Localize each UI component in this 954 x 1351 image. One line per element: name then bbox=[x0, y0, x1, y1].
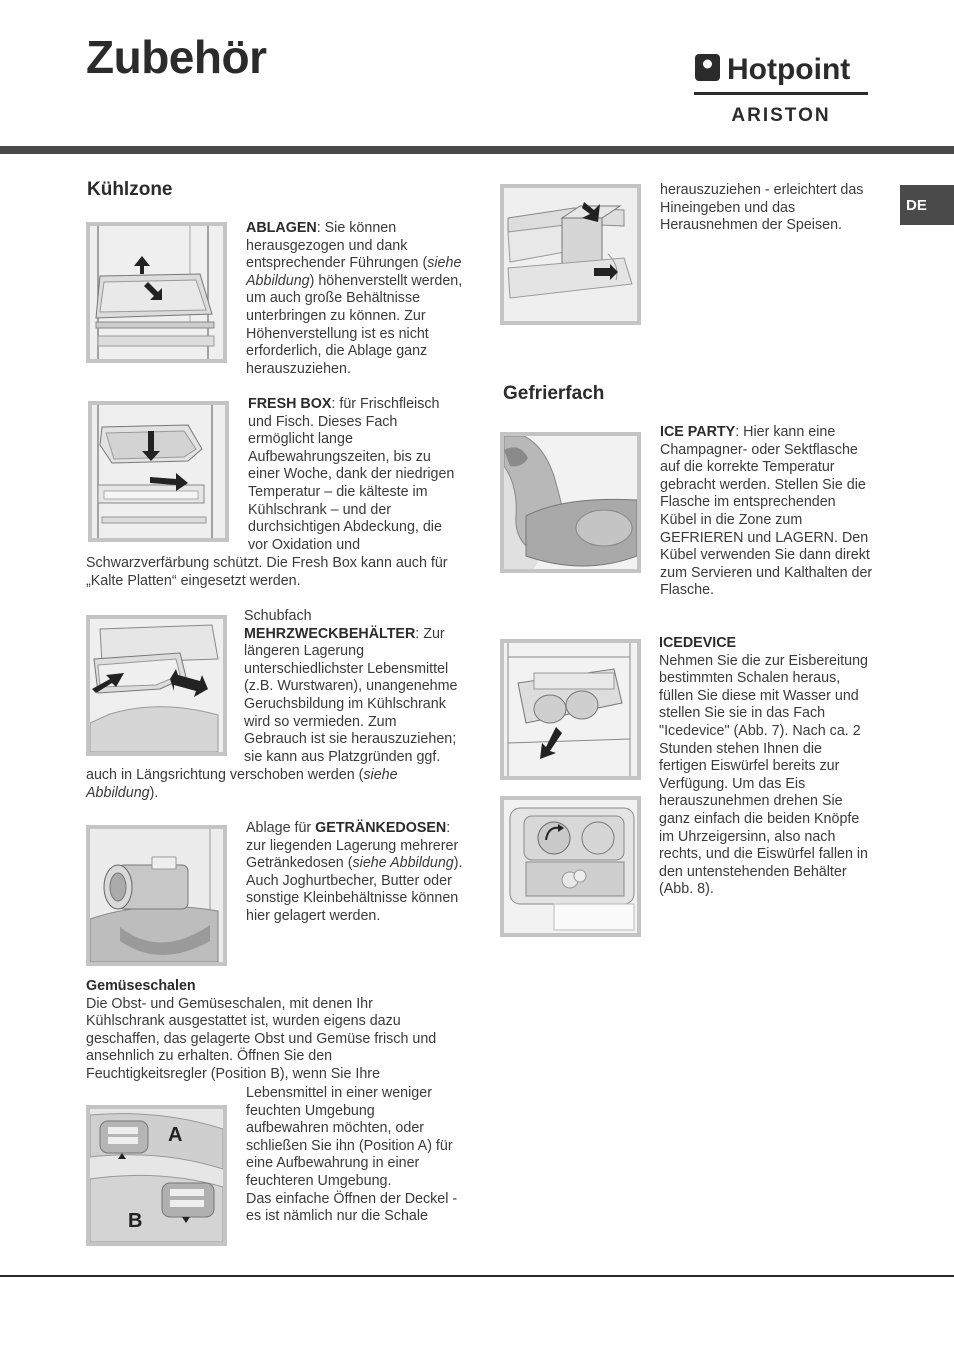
text-line: längeren Lagerung bbox=[244, 643, 365, 660]
text-line: unterschiedlichster Lebensmittel bbox=[244, 660, 449, 677]
text-line: Verfügung. Um das Eis bbox=[659, 775, 806, 792]
text-line: : Hier kann eine bbox=[735, 424, 836, 440]
text-line: vor Oxidation und bbox=[248, 536, 361, 553]
text-line: (Abb. 8). bbox=[659, 881, 714, 898]
text-italic: Abbildung bbox=[246, 272, 310, 289]
text-line: „Kalte Platten“ eingesetzt werden. bbox=[86, 572, 301, 589]
figure-multipurpose-drawer bbox=[86, 615, 227, 756]
text-mehrzweck bbox=[244, 608, 474, 766]
figure-icedevice-7 bbox=[500, 639, 641, 780]
text-line: : Sie können bbox=[316, 220, 397, 236]
text-line: den untenstehenden Behälter bbox=[659, 863, 847, 880]
text-line: Schwarzverfärbung schützt. Die Fresh Box kann auch für bbox=[86, 555, 448, 571]
text-line: eine Aufbewahrung in einer bbox=[246, 1155, 420, 1172]
text-line: feuchteren Umgebung. bbox=[246, 1172, 392, 1189]
text-line: (z.B. Wurstwaren), unangenehme bbox=[244, 678, 458, 695]
text-line: ansehnlich zu erhalten. Öffnen Sie den bbox=[86, 1048, 333, 1065]
text-line: : für Frischfleisch bbox=[331, 396, 440, 412]
footer-divider bbox=[0, 1275, 954, 1277]
text-line: gebracht werden. Stellen Sie die bbox=[660, 476, 866, 493]
label-icedevice: ICEDEVICE bbox=[659, 635, 737, 651]
text-line: stellen Sie sie in das Fach bbox=[659, 705, 826, 722]
text-line: sie kann aus Platzgründen ggf. bbox=[244, 748, 441, 765]
text-line: herauszuziehen. bbox=[246, 360, 351, 377]
logo-top-text: Hotpoint bbox=[727, 53, 851, 86]
text-line: aufbewahren möchten, oder bbox=[246, 1120, 425, 1137]
text-italic: siehe Abbildung bbox=[352, 855, 454, 872]
text-line: durchsichtigen Abdeckung, die bbox=[248, 519, 442, 536]
page-title: Zubehör bbox=[86, 31, 267, 83]
logo-bottom-text: ARISTON bbox=[731, 105, 831, 126]
text-italic: Abbildung bbox=[86, 784, 150, 801]
text-line: Aufbewahrungszeiten, bis zu bbox=[248, 448, 431, 465]
text-line: erforderlich, die Ablage ganz bbox=[246, 343, 428, 360]
text-line: Ablage für bbox=[246, 820, 316, 836]
label-ice-party: ICE PARTY bbox=[660, 424, 736, 440]
figure-ice-party bbox=[500, 432, 641, 573]
text-line: zur liegenden Lagerung mehrerer bbox=[246, 837, 459, 854]
header-divider bbox=[0, 146, 954, 154]
text-line: "Icedevice" (Abb. 7). Nach ca. 2 bbox=[659, 722, 861, 739]
text-line: ). bbox=[149, 784, 159, 801]
text-line: schließen Sie ihn (Position A) für bbox=[246, 1137, 453, 1154]
text-italic: siehe bbox=[427, 255, 462, 272]
text-line: Flasche. bbox=[660, 582, 715, 599]
text-line: Höhenverstellung ist es nicht bbox=[246, 325, 429, 342]
text-ice-party bbox=[660, 424, 900, 600]
section-title-gefrierfach: Gefrierfach bbox=[503, 383, 605, 404]
brand-logo bbox=[694, 50, 869, 126]
text-line: Stunden stehen Ihnen die bbox=[659, 740, 822, 757]
text-line: und Fisch. Dieses Fach bbox=[248, 413, 398, 430]
text-line: Getränkedosen ( bbox=[246, 855, 353, 872]
text-line: Hineingeben und das bbox=[660, 199, 796, 216]
text-line: ) höhenverstellt werden, bbox=[309, 272, 463, 289]
text-line: herauszuziehen - erleichtert das bbox=[660, 182, 864, 198]
text-fresh-box bbox=[248, 396, 478, 554]
figure-can-holder bbox=[86, 825, 227, 966]
text-line: es ist nämlich nur die Schale bbox=[246, 1208, 428, 1225]
text-line: Das einfache Öffnen der Deckel - bbox=[246, 1190, 458, 1207]
text-line: Kühlschrank – und der bbox=[248, 501, 392, 518]
language-tab: DE bbox=[900, 185, 954, 225]
label-mehrzweck: MEHRZWECKBEHÄLTER bbox=[244, 625, 416, 642]
section-title-kuehlzone: Kühlzone bbox=[87, 179, 173, 200]
text-line: ermöglicht lange bbox=[248, 431, 353, 448]
text-line: ganz einfach die beiden Knöpfe bbox=[659, 810, 860, 827]
label-ablagen: ABLAGEN bbox=[246, 220, 317, 236]
text-line: herauszunehmen drehen Sie bbox=[659, 793, 843, 810]
text-continued bbox=[660, 182, 890, 235]
text-line: GEFRIEREN und LAGERN. Den bbox=[660, 529, 869, 546]
figure-icedevice-8 bbox=[500, 796, 641, 937]
text-line: Gebrauch ist sie herauszuziehen; bbox=[244, 731, 457, 748]
text-icedevice bbox=[659, 635, 899, 899]
text-line: : bbox=[446, 820, 451, 836]
text-line: sonstige Kleinbehältnisse können bbox=[246, 890, 459, 907]
figure-shelves bbox=[86, 222, 227, 363]
text-line: bestimmten Schalen heraus, bbox=[659, 670, 841, 687]
text-italic: siehe bbox=[363, 767, 398, 783]
text-line: feuchten Umgebung bbox=[246, 1102, 375, 1119]
text-line: hier gelagert werden. bbox=[246, 907, 381, 924]
text-line: Auch Joghurtbecher, Butter oder bbox=[246, 872, 452, 889]
figure-label-a: A bbox=[168, 1124, 183, 1146]
text-line: zum Servieren und Kalthalten der bbox=[660, 564, 873, 581]
text-line: auch in Längsrichtung verschoben werden ( bbox=[86, 767, 364, 783]
text-line: Champagner- oder Sektflasche bbox=[660, 441, 858, 458]
text-line: fertigen Eiswürfel bereits zur bbox=[659, 758, 840, 775]
text-line: Die Obst- und Gemüseschalen, mit denen Ihr bbox=[86, 995, 373, 1012]
text-line: Kühlschrank ausgestattet ist, wurden eigens dazu bbox=[86, 1013, 401, 1030]
text-line: um auch große Behältnisse bbox=[246, 290, 421, 307]
text-line: auf die korrekte Temperatur bbox=[660, 459, 835, 476]
label-getraenke: GETRÄNKEDOSEN bbox=[315, 820, 447, 836]
text-fresh-box-continued bbox=[86, 555, 486, 590]
text-gemuese-intro bbox=[86, 978, 486, 1084]
text-line: Herausnehmen der Speisen. bbox=[660, 217, 842, 234]
text-line: im Uhrzeigersinn, also nach bbox=[659, 828, 836, 845]
text-line: Geruchsbildung im Kühlschrank bbox=[244, 695, 446, 712]
text-line: Temperatur – die kälteste im bbox=[248, 483, 428, 500]
text-line: Flasche im entsprechenden bbox=[660, 494, 836, 511]
text-line: : Zur bbox=[415, 625, 445, 642]
text-line: Feuchtigkeitsregler (Position B), wenn Sie Ihre bbox=[86, 1065, 381, 1082]
text-line: ). bbox=[453, 855, 463, 872]
text-line: herausgezogen und dank bbox=[246, 237, 408, 254]
text-ablagen bbox=[246, 220, 476, 378]
text-line: Kübel verwenden Sie dann direkt bbox=[660, 547, 870, 564]
text-line: unterbringen zu können. Zur bbox=[246, 307, 426, 324]
text-line: entsprechender Führungen ( bbox=[246, 255, 428, 272]
text-line: wird so vermieden. Zum bbox=[244, 713, 397, 730]
text-line: Nehmen Sie die zur Eisbereitung bbox=[659, 652, 869, 669]
label-fresh-box: FRESH BOX bbox=[248, 396, 332, 412]
text-line: füllen Sie diese mit Wasser und bbox=[659, 687, 859, 704]
figure-fresh-box bbox=[88, 401, 229, 542]
text-line: Kübel in die Zone zum bbox=[660, 511, 803, 528]
text-mehrzweck-continued bbox=[86, 767, 486, 802]
text-gemuese-side bbox=[246, 1085, 476, 1226]
text-line: Schubfach bbox=[244, 608, 312, 624]
figure-label-b: B bbox=[128, 1210, 143, 1232]
figure-crisper-drawer bbox=[500, 184, 641, 325]
text-line: einer Woche, dank der niedrigen bbox=[248, 466, 455, 483]
figure-humidity-regulator bbox=[86, 1105, 227, 1246]
text-line: geschaffen, das gelagerte Obst und Gemüse frisch und bbox=[86, 1030, 437, 1047]
text-line: rechts, und die Eiswürfel fallen in bbox=[659, 846, 869, 863]
label-gemuese: Gemüseschalen bbox=[86, 978, 196, 994]
text-line: Lebensmittel in einer weniger bbox=[246, 1085, 432, 1101]
text-getraenke bbox=[246, 820, 476, 926]
